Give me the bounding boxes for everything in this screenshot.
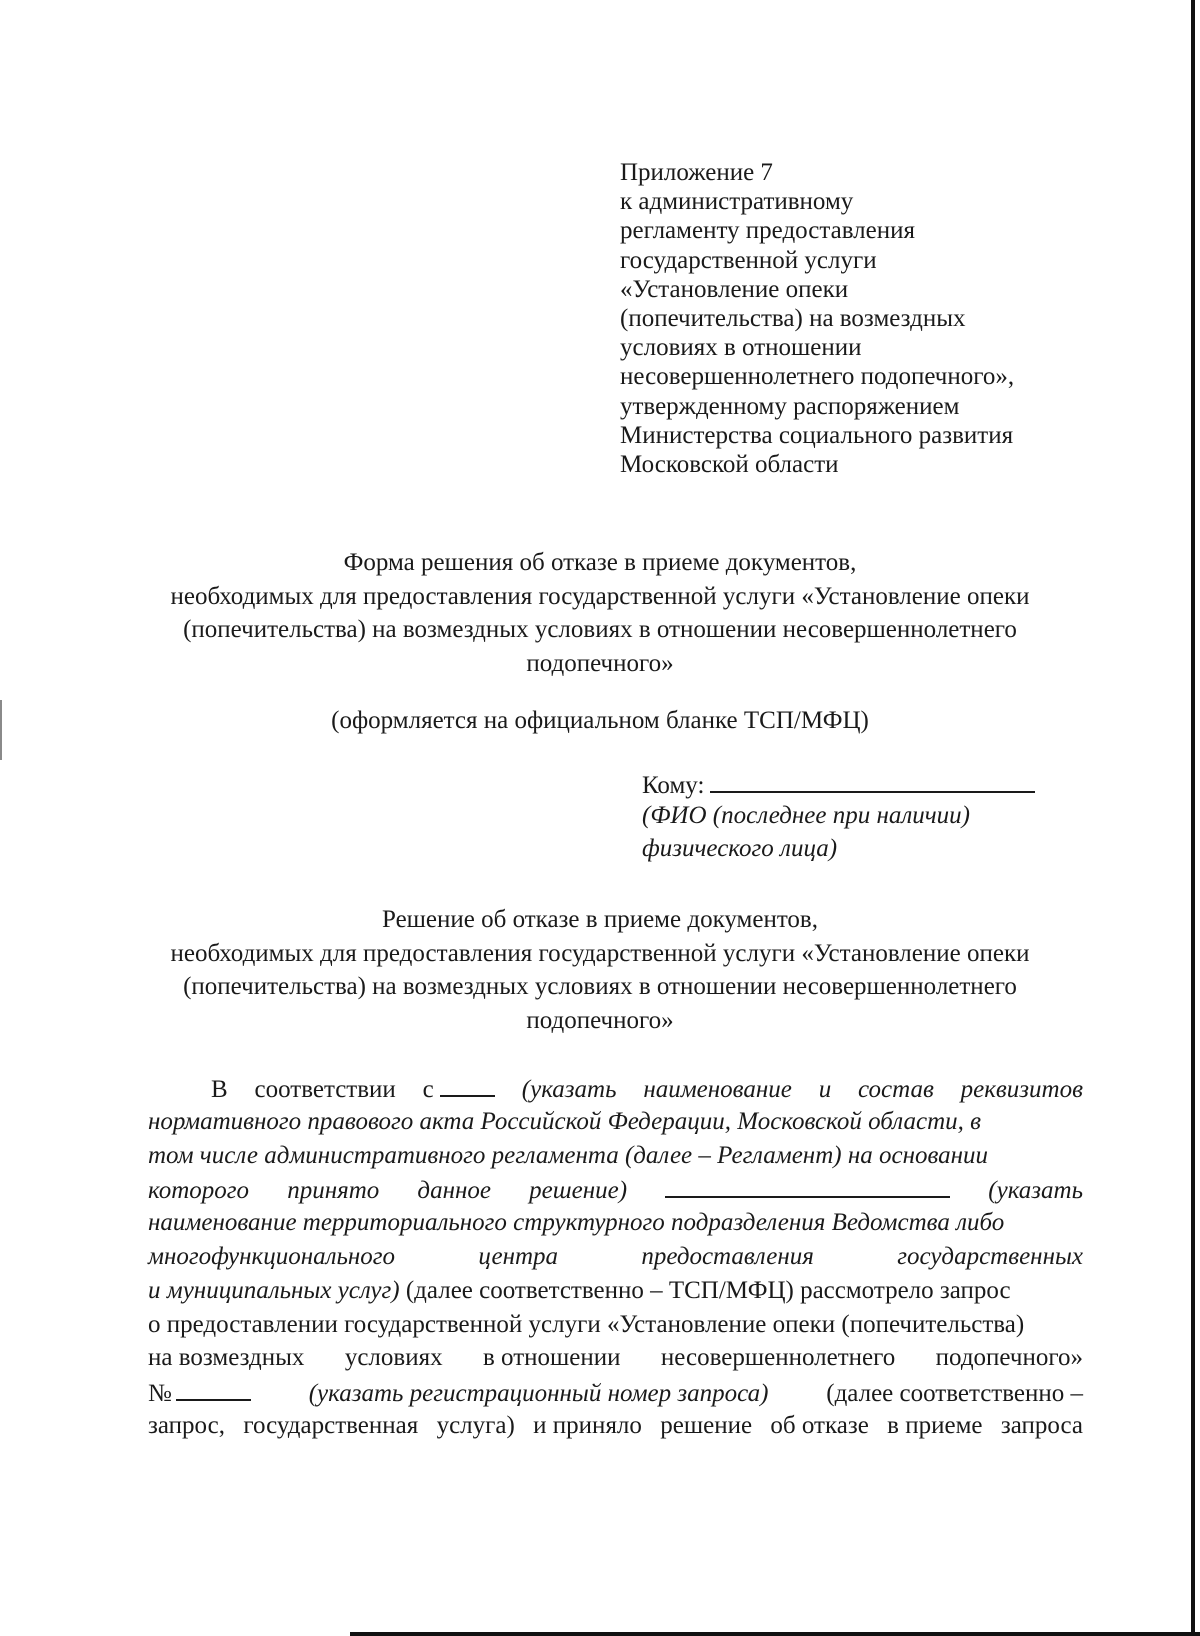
body-word <box>148 1375 251 1411</box>
appendix-line: утвержденному распоряжением <box>620 392 960 420</box>
body-word: государственных <box>897 1242 1083 1270</box>
decision-body <box>148 1071 1083 1443</box>
body-word: и <box>818 1076 832 1103</box>
decision-title-line: подопечного» <box>526 1006 674 1034</box>
scan-edge-left <box>0 700 2 760</box>
body-word: на возмездных <box>148 1344 305 1372</box>
body-text: (далее соответственно – ТСП/МФЦ) рассмотрело запрос <box>399 1276 1011 1304</box>
fill-blank <box>176 1375 251 1401</box>
appendix-header <box>620 158 1140 479</box>
scan-edge-bottom <box>350 1632 1200 1636</box>
decision-title <box>100 903 1100 1037</box>
body-word: несовершеннолетнего <box>660 1344 896 1372</box>
body-word: запрос, <box>148 1411 225 1439</box>
body-word: подопечного» <box>935 1344 1083 1372</box>
blank-note <box>100 704 1100 738</box>
body-word: реквизитов <box>960 1076 1083 1103</box>
number-sign: № <box>148 1380 172 1408</box>
body-word: в отношении <box>483 1344 621 1372</box>
appendix-line: государственной услуги <box>620 246 877 274</box>
form-title <box>100 546 1100 680</box>
body-italic: (указать регистрационный номер запроса) <box>308 1380 769 1408</box>
body-word: (указать <box>521 1076 617 1103</box>
body-word: государственная <box>243 1411 419 1439</box>
body-line <box>148 1341 1083 1375</box>
appendix-line: (попечительства) на возмездных <box>620 305 966 333</box>
body-word: (далее соответственно – <box>826 1380 1083 1408</box>
form-title-line: (попечительства) на возмездных условиях в отношении несовершеннолетнего <box>183 616 1017 643</box>
addressee-hint: (ФИО (последнее при наличии) <box>642 802 971 829</box>
fill-blank <box>440 1071 495 1097</box>
body-line: нормативного правового акта Российской Федерации, Московской области, в <box>148 1107 981 1135</box>
body-italic: и муниципальных услуг) <box>148 1276 400 1304</box>
body-line <box>148 1409 1083 1443</box>
appendix-line: условиях в отношении <box>620 334 862 362</box>
decision-title-line: Решение об отказе в приеме документов, <box>382 906 818 933</box>
appendix-line: к административному <box>620 188 854 216</box>
addressee-block <box>642 765 1102 865</box>
addressee-hint: физического лица) <box>642 835 838 862</box>
body-line: о предоставлении государственной услуги «Установление опеки (попечительства) <box>148 1310 1025 1338</box>
addressee-line <box>642 765 1102 799</box>
body-word: многофункционального <box>148 1242 396 1270</box>
form-title-line: необходимых для предоставления государственной услуги «Установление опеки <box>170 582 1030 610</box>
body-word: услуга) <box>436 1411 515 1439</box>
appendix-line: Министерства социального развития <box>620 421 1014 449</box>
body-line <box>148 1172 1083 1206</box>
body-word <box>423 1071 495 1107</box>
body-word: с <box>422 1076 434 1103</box>
addressee-label: Кому: <box>642 772 705 799</box>
body-line <box>148 1375 1083 1409</box>
body-word: и приняло <box>533 1411 642 1439</box>
body-word: запроса <box>1000 1411 1083 1439</box>
body-word: в приеме <box>887 1411 983 1439</box>
body-word: наименование <box>643 1076 792 1103</box>
body-word: решение <box>660 1411 753 1439</box>
blank-note-text: (оформляется на официальном бланке ТСП/МФЦ) <box>331 707 869 734</box>
body-word: об отказе <box>770 1411 869 1439</box>
body-word: данное <box>417 1177 491 1205</box>
body-word: центра <box>478 1242 559 1270</box>
form-title-line: Форма решения об отказе в приеме документов, <box>343 549 857 576</box>
decision-title-line: (попечительства) на возмездных условиях в отношении несовершеннолетнего <box>183 973 1017 1000</box>
form-title-line: подопечного» <box>526 649 674 677</box>
appendix-line: Московской области <box>620 451 839 479</box>
body-word: предоставления <box>641 1242 814 1270</box>
body-word: принято <box>287 1177 380 1205</box>
body-line <box>148 1071 1083 1105</box>
body-word: которого <box>148 1177 250 1205</box>
body-word: (указать <box>988 1177 1083 1205</box>
body-word: состав <box>858 1076 934 1103</box>
body-word: В <box>211 1076 228 1103</box>
appendix-line: «Установление опеки <box>620 275 849 303</box>
appendix-line: Приложение 7 <box>620 159 773 186</box>
addressee-blank <box>710 765 1035 793</box>
appendix-line: несовершеннолетнего подопечного», <box>620 363 1015 391</box>
scan-edge-right <box>1191 0 1195 1636</box>
appendix-line: регламенту предоставления <box>620 217 916 245</box>
decision-title-line: необходимых для предоставления государственной услуги «Установление опеки <box>170 939 1030 967</box>
body-line: наименование территориального структурного подразделения Ведомства либо <box>148 1209 1005 1237</box>
body-line: том числе административного регламента (далее – Регламент) на основании <box>148 1141 989 1169</box>
body-word: условиях <box>344 1344 443 1372</box>
body-line <box>148 1274 1083 1308</box>
body-word: соответствии <box>254 1076 396 1103</box>
body-word: решение) <box>529 1177 628 1205</box>
fill-blank <box>665 1172 950 1198</box>
body-line <box>148 1240 1083 1274</box>
